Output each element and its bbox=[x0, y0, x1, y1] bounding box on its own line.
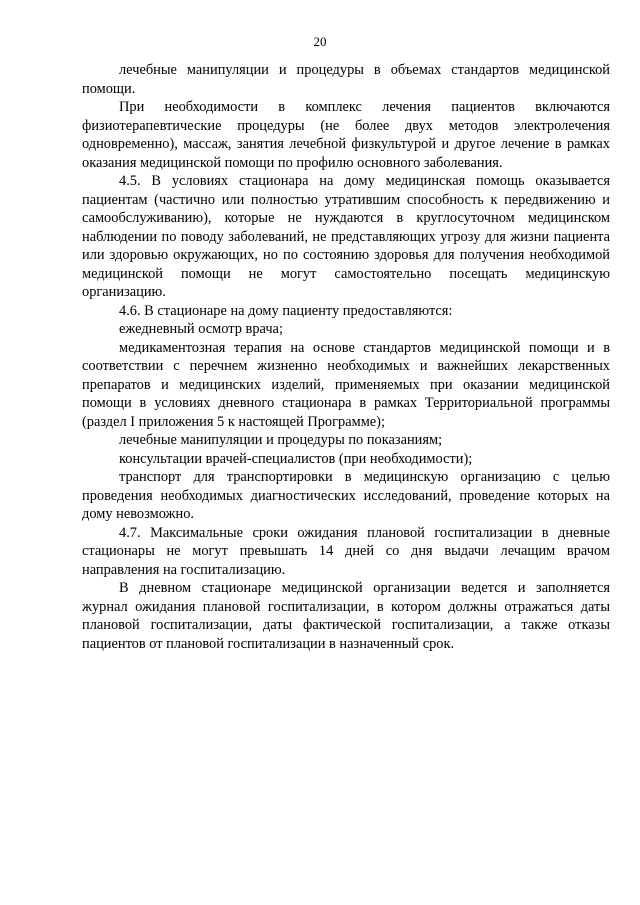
page-number: 20 bbox=[313, 34, 327, 49]
paragraph: 4.7. Максимальные сроки ожидания плановой госпитализации в дневные стационары не могут превышать 14 дней со дня выдачи лечащим врачом направления на госпитализацию. bbox=[82, 524, 610, 578]
paragraph: лечебные манипуляции и процедуры в объемах стандартов медицинской помощи. bbox=[82, 62, 610, 97]
paragraph: В дневном стационаре медицинской организации ведется и заполняется журнал ожидания плановой госпитализации, в котором должны отражаться даты плановой госпитализации, даты фактической госпитализации, а также отказы пациентов от плановой госпитализации в назначенный срок. bbox=[82, 580, 610, 652]
paragraph: 4.6. В стационаре на дому пациенту предоставляются: bbox=[119, 302, 453, 319]
paragraph: 4.5. В условиях стационара на дому медицинская помощь оказывается пациентам (частично или полностью утратившим способность к передвижению и самообслуживанию), которые не нуждаются в круглосуточном медицинском наблюдении по поводу заболеваний, не представляющих угрозу для жизни пациента или здоровью окружающих, но по состоянию здоровья для получения необходимой медицинской помощи не могут самостоятельно посещать медицинскую организацию. bbox=[82, 173, 610, 300]
paragraph: консультации врачей-специалистов (при необходимости); bbox=[119, 450, 473, 467]
paragraph: лечебные манипуляции и процедуры по показаниям; bbox=[119, 432, 443, 448]
paragraph: транспорт для транспортировки в медицинскую организацию с целью проведения необходимых диагностических исследований, проведение которых на дому невозможно. bbox=[82, 469, 610, 522]
paragraph: При необходимости в комплекс лечения пациентов включаются физиотерапевтические процедуры (не более двух методов электролечения одновременно), массаж, занятия лечебной физкультурой и другое лечение в рамках оказания медицинской помощи по профилю основного заболевания. bbox=[82, 99, 610, 171]
document-body bbox=[82, 61, 610, 653]
paragraph: ежедневный осмотр врача; bbox=[119, 321, 283, 337]
paragraph: медикаментозная терапия на основе стандартов медицинской помощи и в соответствии с перечнем жизненно необходимых и важнейших лекарственных препаратов и медицинских изделий, применяемых при оказании медицинской помощи в условиях дневного стационара в рамках Территориальной программы (раздел I приложения 5 к настоящей Программе); bbox=[82, 339, 610, 430]
